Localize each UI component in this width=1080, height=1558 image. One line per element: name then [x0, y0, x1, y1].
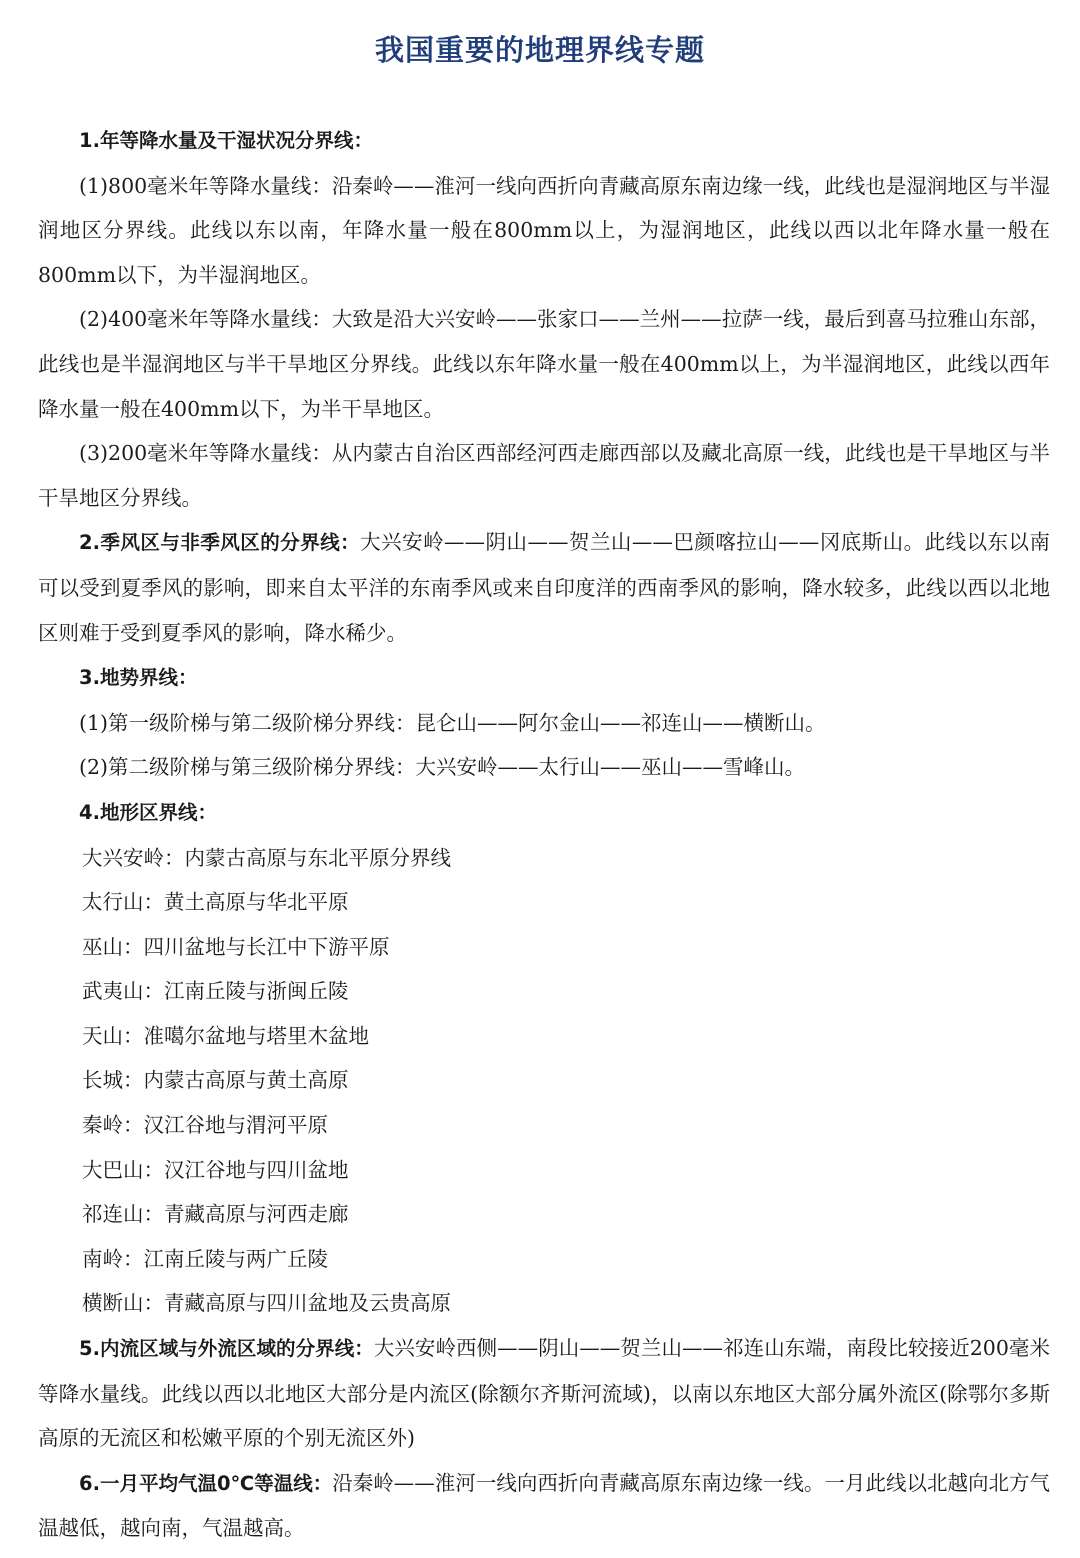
landform-item: 巫山：四川盆地与长江中下游平原 — [82, 934, 390, 959]
document-body — [38, 118, 1050, 1551]
section-1-paragraph-3: (3)200毫米年等降水量线：从内蒙古自治区西部经河西走廊西部以及藏北高原一线，此线也是干旱地区与半干旱地区分界线。 — [38, 441, 1050, 510]
section-1-heading — [38, 118, 1050, 164]
section-2-paragraph — [38, 520, 1050, 655]
section-1-paragraph-2: (2)400毫米年等降水量线：大致是沿大兴安岭——张家口——兰州——拉萨一线，最后到喜马拉雅山东部，此线也是半湿润地区与半干旱地区分界线。此线以东年降水量一般在400mm以上，为半湿润地区，此线以西年降水量一般在400mm以下，为半干旱地区。 — [38, 307, 1050, 421]
landform-item: 横断山：青藏高原与四川盆地及云贵高原 — [82, 1291, 451, 1316]
landform-item: 长城：内蒙古高原与黄土高原 — [82, 1068, 349, 1093]
landform-item: 南岭：江南丘陵与两广丘陵 — [82, 1246, 328, 1271]
section-6-text: 沿秦岭——淮河一线向西折向青藏高原东南边缘一线。一月此线以北越向北方气温越低，越向南，气温越高。 — [38, 1470, 1050, 1541]
landform-item: 大巴山：汉江谷地与四川盆地 — [82, 1157, 349, 1182]
section-5-paragraph — [38, 1326, 1050, 1461]
section-5-text: 大兴安岭西侧——阴山——贺兰山——祁连山东端，南段比较接近200毫米等降水量线。此线以西以北地区大部分是内流区(除额尔齐斯河流域)，以南以东地区大部分属外流区(除鄂尔多斯高原的无流区和松嫩平原的个别无流区外) — [38, 1336, 1050, 1451]
section-5-title: 5.内流区域与外流区域的分界线： — [79, 1337, 374, 1361]
landform-item: 太行山：黄土高原与华北平原 — [82, 890, 349, 915]
section-2-title: 2.季风区与非季风区的分界线： — [79, 531, 361, 555]
section-2-text: 大兴安岭——阴山——贺兰山——巴颜喀拉山——冈底斯山。此线以东以南可以受到夏季风的影响，即来自太平洋的东南季风或来自印度洋的西南季风的影响，降水较多，此线以西以北地区则难于受到夏季风的影响，降水稀少。 — [38, 530, 1050, 645]
landform-item: 大兴安岭：内蒙古高原与东北平原分界线 — [82, 845, 451, 870]
landform-item: 祁连山：青藏高原与河西走廊 — [82, 1202, 349, 1227]
landform-item: 天山：准噶尔盆地与塔里木盆地 — [82, 1023, 369, 1048]
section-3-title: 3.地势界线： — [79, 666, 198, 690]
section-6-title: 6.一月平均气温0℃等温线： — [79, 1471, 333, 1495]
landform-item: 秦岭：汉江谷地与渭河平原 — [82, 1113, 328, 1138]
section-3-paragraph-2: (2)第二级阶梯与第三级阶梯分界线：大兴安岭——太行山——巫山——雪峰山。 — [79, 755, 806, 780]
section-6-paragraph — [38, 1461, 1050, 1551]
document-title: 我国重要的地理界线专题 — [374, 33, 705, 67]
section-3-heading — [38, 655, 1050, 701]
section-3-paragraph-1: (1)第一级阶梯与第二级阶梯分界线：昆仑山——阿尔金山——祁连山——横断山。 — [79, 710, 826, 735]
landform-item: 武夷山：江南丘陵与浙闽丘陵 — [82, 979, 349, 1004]
section-1-title: 1.年等降水量及干湿状况分界线： — [79, 129, 373, 152]
section-4-title: 4.地形区界线： — [79, 800, 217, 824]
section-4-heading — [38, 790, 1050, 836]
section-1-paragraph-1: (1)800毫米年等降水量线：沿秦岭——淮河一线向西折向青藏高原东南边缘一线，此线也是湿润地区与半湿润地区分界线。此线以东以南，年降水量一般在800mm以上，为湿润地区，此线以西以北年降水量一般在800mm以下，为半湿润地区。 — [38, 173, 1050, 287]
